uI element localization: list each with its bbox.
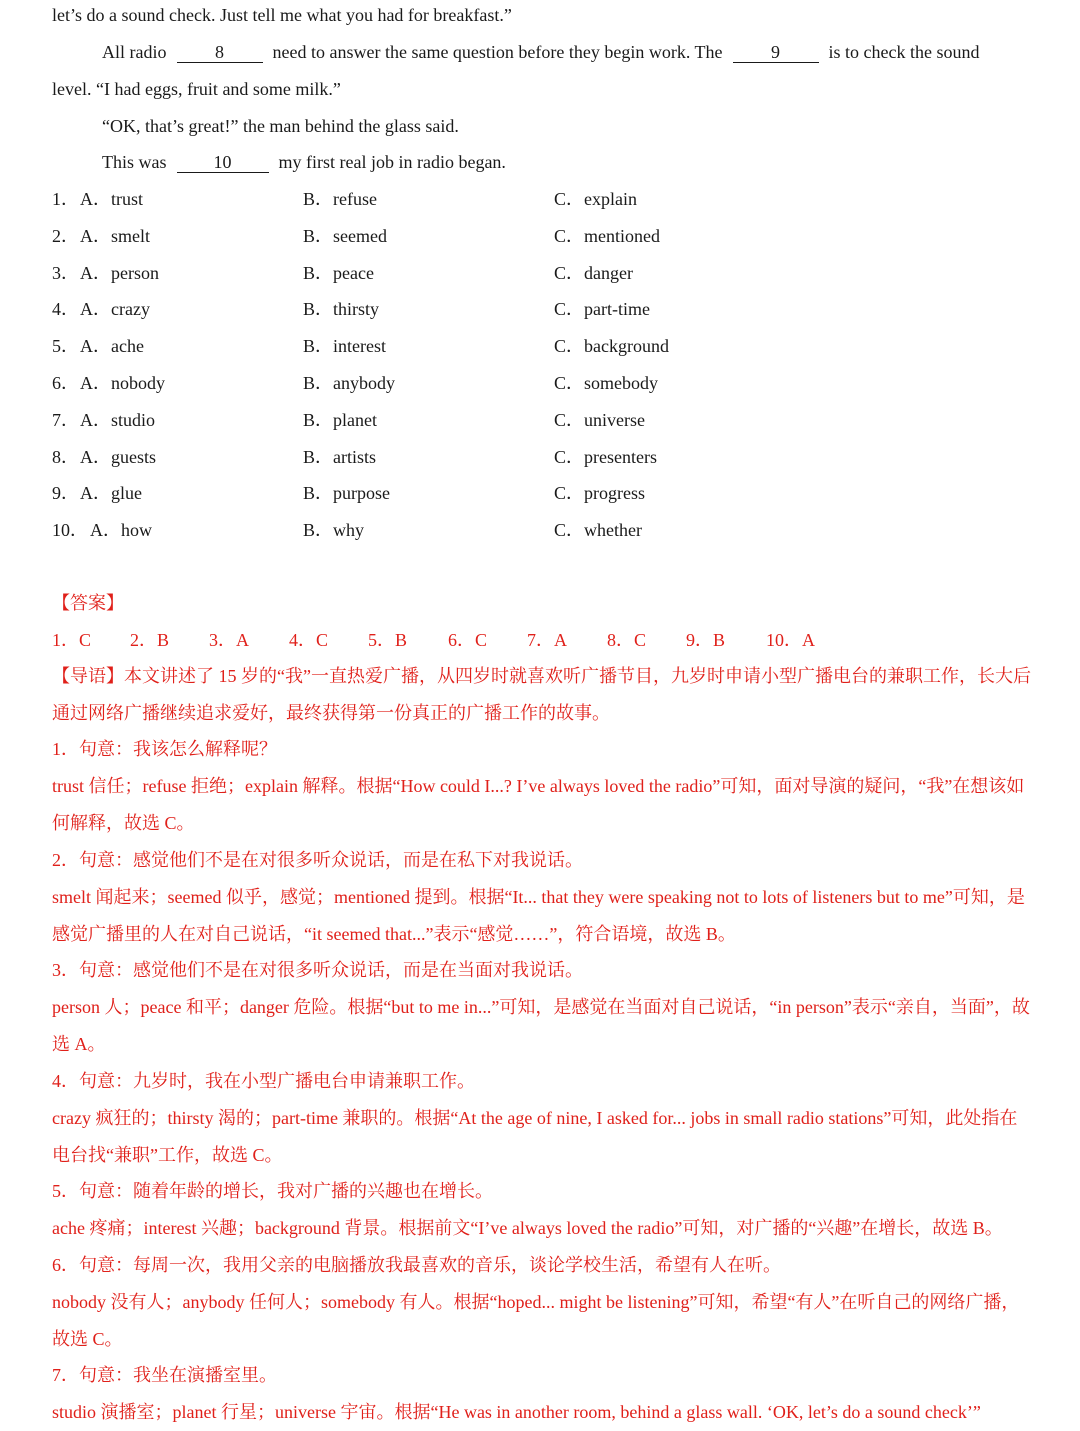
option-c: C．part-time (554, 299, 650, 319)
option-row (52, 261, 1052, 285)
explanation-title-2: 2．句意：感觉他们不是在对很多听众说话，而是在私下对我说话。 (52, 850, 583, 870)
option-row (52, 518, 1052, 542)
option-a: A．how (90, 520, 152, 540)
option-a: A．ache (80, 336, 144, 356)
explanation-title-5: 5．句意：随着年龄的增长，我对广播的兴趣也在增长。 (52, 1181, 493, 1201)
blank-10: 10 (177, 152, 269, 173)
explanation-body-7: studio 演播室；planet 行星；universe 宇宙。根据“He was in another room, behind a glass wall. ‘OK, let’s do a sound check’” (52, 1402, 981, 1422)
passage-text: is to check the sound (828, 42, 980, 62)
question-number: 5． (52, 336, 79, 356)
question-number: 4． (52, 299, 79, 319)
explanation-title-7: 7．句意：我坐在演播室里。 (52, 1365, 277, 1385)
explanation-body-6: nobody 没有人；anybody 任何人；somebody 有人。根据“hoped... might be listening”可知，希望“有人”在听自己的网络广播，故选 C。 (52, 1292, 1020, 1349)
option-row (52, 371, 1052, 395)
question-number: 2． (52, 226, 79, 246)
answer-item: 10．A (766, 630, 815, 650)
option-row (52, 408, 1052, 432)
option-row (52, 187, 1052, 211)
option-a: A．nobody (80, 373, 165, 393)
answer-item: 9．B (686, 630, 726, 650)
option-c: C．explain (554, 189, 637, 209)
answer-item: 5．B (368, 630, 408, 650)
answer-item: 7．A (527, 630, 567, 650)
option-c: C．mentioned (554, 226, 660, 246)
question-number: 9． (52, 483, 79, 503)
option-row (52, 445, 1052, 469)
passage-line-3: level. “I had eggs, fruit and some milk.” (52, 79, 341, 99)
passage-text: All radio (102, 42, 167, 62)
blank-9: 9 (733, 42, 819, 63)
explanation-title-3: 3．句意：感觉他们不是在对很多听众说话，而是在当面对我说话。 (52, 960, 583, 980)
option-a: A．smelt (80, 226, 150, 246)
explanation-body-4: crazy 疯狂的；thirsty 渴的；part-time 兼职的。根据“At the age of nine, I asked for... jobs in small radio stations”可知，此处指在电台找“兼职”工作，故选 C。 (52, 1108, 1018, 1165)
question-number: 3． (52, 263, 79, 283)
answer-item: 3．A (209, 630, 249, 650)
passage-text: need to answer the same question before they begin work. The (272, 42, 723, 62)
passage-line-5 (102, 150, 506, 174)
option-row (52, 334, 1052, 358)
option-b: B．purpose (303, 483, 390, 503)
answer-item: 8．C (607, 630, 647, 650)
option-row (52, 481, 1052, 505)
answer-item: 4．C (289, 630, 329, 650)
option-b: B．why (303, 520, 365, 540)
explanation-title-6: 6．句意：每周一次，我用父亲的电脑播放我最喜欢的音乐，谈论学校生活，希望有人在听。 (52, 1255, 781, 1275)
question-number: 1． (52, 189, 79, 209)
answer-heading: 【答案】 (52, 593, 124, 613)
option-b: B．artists (303, 447, 377, 467)
option-b: B．seemed (303, 226, 387, 246)
passage-line-2 (102, 40, 980, 64)
explanation-body-3: person 人；peace 和平；danger 危险。根据“but to me in...”可知，是感觉在当面对自己说话，“in person”表示“亲自，当面”，故选 A。 (52, 997, 1030, 1054)
question-number: 7． (52, 410, 79, 430)
option-a: A．crazy (80, 299, 150, 319)
option-c: C．universe (554, 410, 645, 430)
option-a: A．person (80, 263, 159, 283)
option-c: C．somebody (554, 373, 659, 393)
intro-paragraph: 【导语】本文讲述了 15 岁的“我”一直热爱广播，从四岁时就喜欢听广播节目，九岁时申请小型广播电台的兼职工作，长大后通过网络广播继续追求爱好，最终获得第一份真正的广播工作的故事。 (52, 666, 1031, 723)
option-row (52, 297, 1052, 321)
explanation-title-1: 1．句意：我该怎么解释呢？ (52, 739, 277, 759)
option-c: C．whether (554, 520, 642, 540)
answer-item: 1．C (52, 630, 92, 650)
question-number: 10． (52, 520, 88, 540)
explanation-title-4: 4．句意：九岁时，我在小型广播电台申请兼职工作。 (52, 1071, 475, 1091)
explanation-body-5: ache 疼痛；interest 兴趣；background 背景。根据前文“I’ve always loved the radio”可知，对广播的“兴趣”在增长，故选 B。 (52, 1218, 1003, 1238)
option-a: A．glue (80, 483, 142, 503)
option-b: B．thirsty (303, 299, 380, 319)
option-b: B．interest (303, 336, 386, 356)
passage-line-1: let’s do a sound check. Just tell me what you had for breakfast.” (52, 5, 512, 25)
question-number: 8． (52, 447, 79, 467)
question-number: 6． (52, 373, 79, 393)
option-b: B．planet (303, 410, 377, 430)
explanation-body-1: trust 信任；refuse 拒绝；explain 解释。根据“How could I...? I’ve always loved the radio”可知，面对导演的疑问，“我”在想该如何解释，故选 C。 (52, 776, 1025, 833)
passage-text: my first real job in radio began. (278, 152, 506, 172)
option-a: A．trust (80, 189, 143, 209)
passage-line-4: “OK, that’s great!” the man behind the glass said. (102, 116, 459, 136)
option-b: B．refuse (303, 189, 377, 209)
blank-8: 8 (177, 42, 263, 63)
explanation-body-2: smelt 闻起来；seemed 似乎，感觉；mentioned 提到。根据“It... that they were speaking not to lots of listeners but to me”可知，是感觉广播里的人在对自己说话，“it seemed that...”表示“感觉……”，符合语境，故选 B。 (52, 887, 1025, 944)
answer-item: 2．B (130, 630, 170, 650)
option-row (52, 224, 1052, 248)
option-c: C．progress (554, 483, 645, 503)
answer-item: 6．C (448, 630, 488, 650)
option-c: C．danger (554, 263, 633, 283)
passage-text: This was (102, 152, 167, 172)
answer-key (52, 628, 1052, 652)
option-a: A．guests (80, 447, 156, 467)
option-c: C．presenters (554, 447, 657, 467)
option-a: A．studio (80, 410, 156, 430)
option-b: B．anybody (303, 373, 395, 393)
option-c: C．background (554, 336, 669, 356)
option-b: B．peace (303, 263, 374, 283)
